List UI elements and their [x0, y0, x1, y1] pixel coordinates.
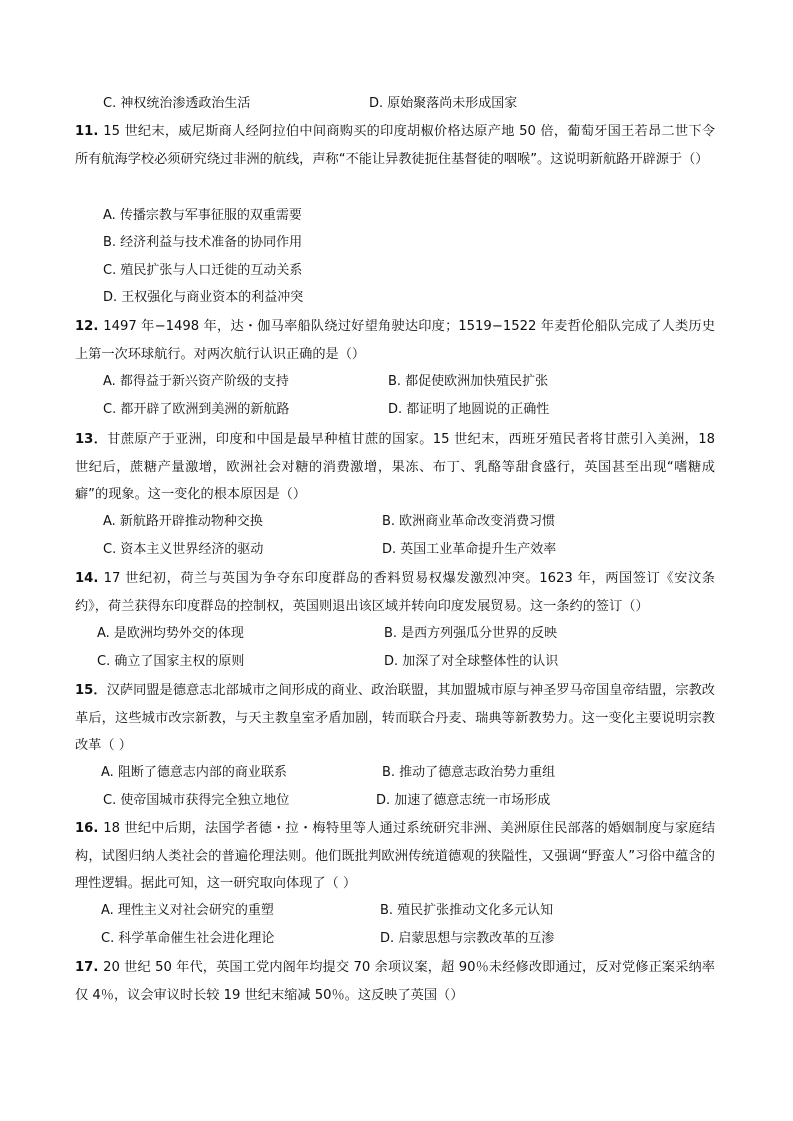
- q10-option-d: D. 原始聚落尚未形成国家: [369, 96, 518, 111]
- question-17: [75, 954, 715, 1009]
- q11-option-d: D. 王权强化与商业资本的利益冲突: [103, 290, 304, 305]
- q12-option-d: D. 都证明了地圆说的正确性: [388, 402, 550, 417]
- question-number: 13．: [75, 432, 108, 447]
- q12-option-b: B. 都促使欧洲加快殖民扩张: [388, 374, 549, 389]
- q16-option-c: C. 科学革命催生社会进化理论: [101, 931, 275, 946]
- q11-option-c: C. 殖民扩张与人口迁徙的互动关系: [103, 263, 303, 278]
- q11-option-a: A. 传播宗教与军事征服的双重需要: [103, 208, 302, 223]
- question-stem: 18 世纪中后期，法国学者德・拉・梅特里等人通过系统研究非洲、美洲原住民部落的婚姻制度与家庭结构，试图归纳人类社会的普遍伦理法则。他们既批判欧洲传统道德观的狭隘性，又强调“野蛮人”习俗中蕴含的理性逻辑。据此可知，这一研究取向体现了（ ）: [75, 821, 716, 891]
- question-stem: 20 世纪 50 年代，英国工党内阁年均提交 70 余项议案，超 90％未经修改即通过，反对党修正案采纳率仅 4％，议会审议时长较 19 世纪末缩减 50％。这反映了英国（）: [75, 960, 715, 1003]
- question-number: 11.: [75, 124, 104, 139]
- q12-option-c: C. 都开辟了欧洲到美洲的新航路: [103, 402, 290, 417]
- question-12: [75, 313, 715, 368]
- q14-option-a: A. 是欧洲均势外交的体现: [97, 626, 244, 641]
- q13-option-c: C. 资本主义世界经济的驱动: [103, 542, 264, 557]
- q15-option-c: C. 使帝国城市获得完全独立地位: [103, 793, 290, 808]
- q15-option-b: B. 推动了德意志政治势力重组: [382, 765, 556, 780]
- q13-option-b: B. 欧洲商业革命改变消费习惯: [382, 514, 556, 529]
- question-number: 14.: [75, 571, 104, 586]
- question-stem: 甘蔗原产于亚洲，印度和中国是最早种植甘蔗的国家。15 世纪末，西班牙殖民者将甘蔗引入美洲，18 世纪后，蔗糖产量激增，欧洲社会对糖的消费激增，果冻、布丁、乳酪等甜食盛行，英国甚至出现“嗜糖成癖”的现象。这一变化的根本原因是（）: [75, 432, 716, 502]
- q16-option-a: A. 理性主义对社会研究的重塑: [101, 903, 274, 918]
- q14-option-d: D. 加深了对全球整体性的认识: [384, 654, 559, 669]
- question-number: 15．: [75, 683, 107, 698]
- question-stem: 1497 年−1498 年，达・伽马率船队绕过好望角驶达印度；1519−1522 年麦哲伦船队完成了人类历史上第一次环球航行。对两次航行认识正确的是（）: [75, 319, 716, 362]
- q15-option-d: D. 加速了德意志统一市场形成: [376, 793, 551, 808]
- question-number: 16.: [75, 821, 104, 836]
- q13-option-a: A. 新航路开辟推动物种交换: [103, 514, 263, 529]
- q11-option-b: B. 经济利益与技术准备的协同作用: [103, 235, 303, 250]
- question-14: [75, 565, 715, 620]
- q10-options: [0, 92, 793, 116]
- q16-option-d: D. 启蒙思想与宗教改革的互渗: [380, 931, 555, 946]
- question-stem: 17 世纪初，荷兰与英国为争夺东印度群岛的香料贸易权爆发激烈冲突。1623 年，两国签订《安汶条约》，荷兰获得东印度群岛的控制权，英国则退出该区域并转向印度发展贸易。这一条约的签订（）: [75, 571, 715, 614]
- question-13: [75, 426, 715, 509]
- q14-option-b: B. 是西方列强瓜分世界的反映: [384, 626, 558, 641]
- q15-option-a: A. 阻断了德意志内部的商业联系: [101, 765, 287, 780]
- q14-option-c: C. 确立了国家主权的原则: [97, 654, 245, 669]
- question-stem: 汉萨同盟是德意志北部城市之间形成的商业、政治联盟，其加盟城市原与神圣罗马帝国皇帝结盟，宗教改革后，这些城市改宗新教，与天主教皇室矛盾加剧，转而联合丹麦、瑞典等新教势力。这一变化主要说明宗教改革（ ）: [75, 683, 715, 753]
- q13-option-d: D. 英国工业革命提升生产效率: [382, 542, 557, 557]
- question-11: [75, 118, 715, 173]
- question-15: [75, 677, 715, 760]
- q16-option-b: B. 殖民扩张推动文化多元认知: [380, 903, 554, 918]
- q12-option-a: A. 都得益于新兴资产阶级的支持: [103, 374, 289, 389]
- question-16: [75, 815, 715, 898]
- question-number: 17.: [75, 960, 104, 975]
- q10-option-c: C. 神权统治渗透政治生活: [103, 96, 251, 111]
- question-number: 12.: [75, 319, 104, 334]
- question-stem: 15 世纪末，威尼斯商人经阿拉伯中间商购买的印度胡椒价格达原产地 50 倍，葡萄牙国王若昂二世下令所有航海学校必须研究绕过非洲的航线，声称“不能让异教徒扼住基督徒的咽喉”。这说明新航路开辟源于（）: [75, 124, 716, 167]
